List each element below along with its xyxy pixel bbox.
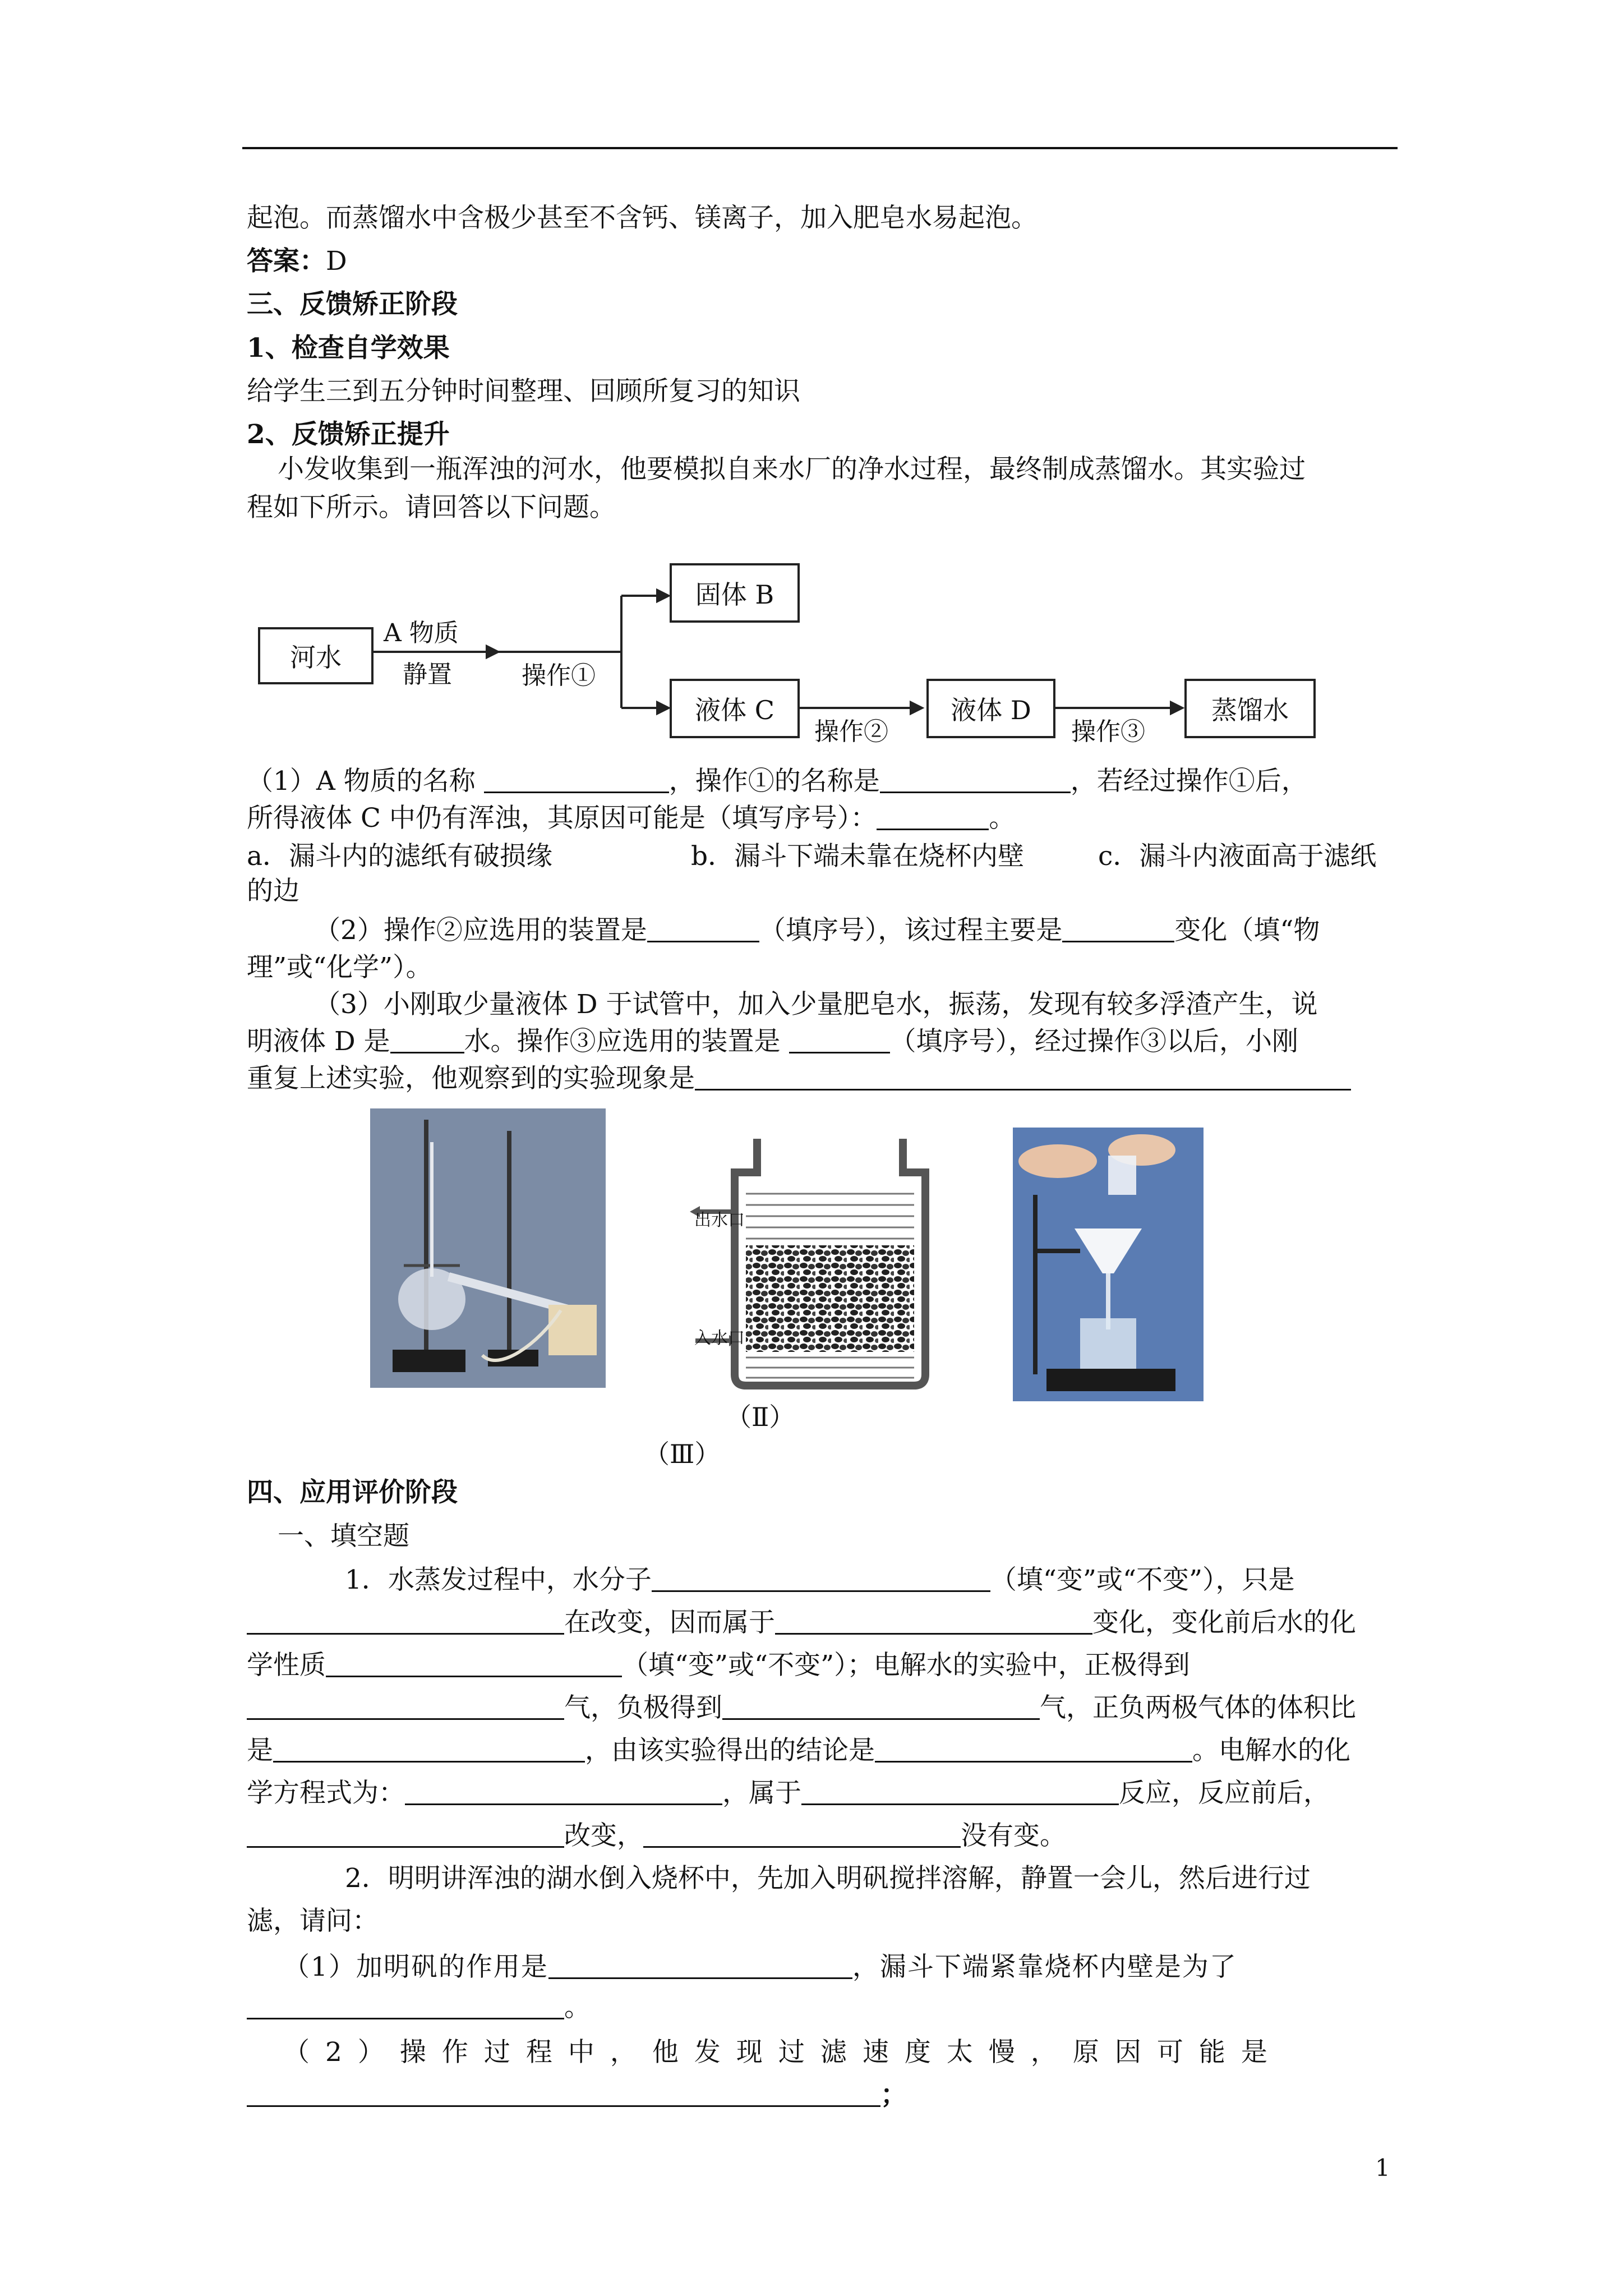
blank-observation[interactable] bbox=[695, 1064, 1351, 1091]
blank-reason[interactable] bbox=[877, 804, 989, 830]
flow-label-op3: 操作③ bbox=[1071, 717, 1145, 746]
blank-funnel-purpose[interactable] bbox=[247, 1993, 564, 2019]
question-1-line-1: （1）A 物质的名称 ，操作①的名称是 ，若经过操作①后， bbox=[247, 766, 1308, 797]
subsection-1-text: 给学生三到五分钟时间整理、回顾所复习的知识 bbox=[247, 376, 800, 407]
p2-line-5: （2）操作过程中，他发现过滤速度太慢，原因可能是 bbox=[283, 2037, 1283, 2068]
blank-op1-name[interactable] bbox=[880, 767, 1071, 793]
blank-molecule-change[interactable] bbox=[652, 1566, 990, 1592]
answer-value: D bbox=[326, 246, 347, 277]
blank-changed[interactable] bbox=[247, 1821, 564, 1848]
water-filter-diagram bbox=[690, 1128, 937, 1397]
blank-unchanged[interactable] bbox=[643, 1821, 961, 1848]
p2-line-3: （1）加明矾的作用是 ，漏斗下端紧靠烧杯内壁是为了 bbox=[283, 1952, 1237, 1982]
text-line-1: 起泡。而蒸馏水中含极少甚至不含钙、镁离子，加入肥皂水易起泡。 bbox=[247, 203, 1038, 233]
blank-negative-gas[interactable] bbox=[722, 1694, 1040, 1720]
question-3-line-3: 重复上述实验，他观察到的实验现象是 bbox=[247, 1061, 1351, 1096]
page-number: 1 bbox=[1375, 2154, 1390, 2182]
blank-water-type[interactable] bbox=[390, 1027, 464, 1053]
option-c: c．漏斗内液面高于滤纸 bbox=[1098, 841, 1377, 872]
p1-line-4: 气，负极得到 气，正负两极气体的体积比 bbox=[247, 1691, 1356, 1726]
blank-conclusion[interactable] bbox=[875, 1736, 1192, 1763]
blank-change-type[interactable] bbox=[1062, 916, 1174, 942]
blank-equation[interactable] bbox=[405, 1779, 722, 1805]
blank-op2-device[interactable] bbox=[647, 916, 759, 942]
question-2-line-2: 理”或“化学”）。 bbox=[247, 952, 432, 983]
p2-line-6: ； bbox=[247, 2078, 907, 2113]
figure-label-ii: （Ⅱ） bbox=[726, 1402, 795, 1432]
flow-box-distilled-water: 蒸馏水 bbox=[1184, 679, 1316, 738]
flow-label-op2: 操作② bbox=[814, 717, 888, 746]
option-c-continued: 的边 bbox=[247, 876, 299, 907]
subsection-2-heading: 2、反馈矫正提升 bbox=[247, 419, 450, 450]
blank-change-category[interactable] bbox=[775, 1608, 1092, 1635]
p1-line-1: 1．水蒸发过程中，水分子 （填“变”或“不变”），只是 bbox=[345, 1565, 1295, 1595]
blank-slow-reason[interactable] bbox=[247, 2081, 880, 2107]
p2-line-4: 。 bbox=[247, 1990, 591, 2025]
intro-line-1: 小发收集到一瓶浑浊的河水，他要模拟自来水厂的净水过程，最终制成蒸馏水。其实验过 bbox=[278, 454, 1306, 485]
flow-box-liquid-d: 液体 D bbox=[926, 679, 1055, 738]
question-3-line-2: 明液体 D 是 水。操作③应选用的装置是 （填序号），经过操作③以后，小刚 bbox=[247, 1026, 1299, 1057]
blank-chemical-property[interactable] bbox=[326, 1651, 622, 1677]
flow-box-liquid-c: 液体 C bbox=[670, 679, 800, 738]
outlet-label: 出水口 bbox=[694, 1211, 745, 1230]
p1-line-6: 学方程式为： ，属于 反应，反应前后， bbox=[247, 1778, 1330, 1809]
p1-line-7: 改变， 没有变。 bbox=[247, 1819, 1066, 1853]
p2-line-2: 滤，请问： bbox=[247, 1906, 379, 1936]
blank-positive-gas[interactable] bbox=[247, 1694, 564, 1720]
flow-label-a-material: A 物质 bbox=[384, 619, 459, 647]
blank-volume-ratio[interactable] bbox=[273, 1736, 585, 1763]
flow-box-river: 河水 bbox=[258, 627, 374, 684]
option-b: b．漏斗下端未靠在烧杯内壁 bbox=[691, 841, 1025, 872]
question-1-line-2: 所得液体 C 中仍有浑浊，其原因可能是（填写序号）： 。 bbox=[247, 803, 1016, 834]
blank-reaction-type[interactable] bbox=[801, 1779, 1119, 1805]
p1-line-3: 学性质 （填“变”或“不变”）；电解水的实验中，正极得到 bbox=[247, 1650, 1190, 1681]
question-3-line-1: （3）小刚取少量液体 D 于试管中，加入少量肥皂水，振荡，发现有较多浮渣产生，说 bbox=[314, 989, 1318, 1020]
flow-label-op1: 操作① bbox=[522, 661, 596, 690]
answer-line bbox=[247, 244, 347, 279]
p1-line-5: 是 ，由该实验得出的结论是 。电解水的化 bbox=[247, 1735, 1350, 1766]
distillation-apparatus-photo bbox=[370, 1108, 606, 1388]
intro-line-2: 程如下所示。请回答以下问题。 bbox=[247, 492, 616, 523]
p2-line-1: 2．明明讲浑浊的湖水倒入烧杯中，先加入明矾搅拌溶解，静置一会儿，然后进行过 bbox=[345, 1863, 1311, 1894]
question-2-line-1: （2）操作②应选用的装置是 （填序号），该过程主要是 变化（填“物 bbox=[314, 915, 1320, 946]
p1-line-2: 在改变，因而属于 变化，变化前后水的化 bbox=[247, 1605, 1356, 1640]
filtration-photo bbox=[1013, 1128, 1204, 1401]
subsection-1-heading: 1、检查自学效果 bbox=[247, 333, 450, 364]
answer-label: 答案： bbox=[247, 246, 326, 277]
header-rule bbox=[242, 147, 1398, 149]
blank-a-material[interactable] bbox=[484, 767, 669, 793]
figure-label-iii: （Ⅲ） bbox=[644, 1439, 721, 1469]
fill-in-heading: 一、填空题 bbox=[278, 1521, 409, 1552]
inlet-label: 入水口 bbox=[694, 1328, 745, 1348]
flow-label-settle: 静置 bbox=[403, 660, 452, 689]
section-4-heading: 四、应用评价阶段 bbox=[247, 1477, 458, 1508]
flow-box-solid-b: 固体 B bbox=[670, 563, 800, 623]
option-a: a．漏斗内的滤纸有破损缘 bbox=[247, 841, 553, 872]
blank-changing-property[interactable] bbox=[247, 1608, 564, 1635]
section-3-heading: 三、反馈矫正阶段 bbox=[247, 289, 458, 320]
blank-alum-purpose[interactable] bbox=[548, 1953, 852, 1979]
blank-op3-device[interactable] bbox=[789, 1027, 890, 1053]
